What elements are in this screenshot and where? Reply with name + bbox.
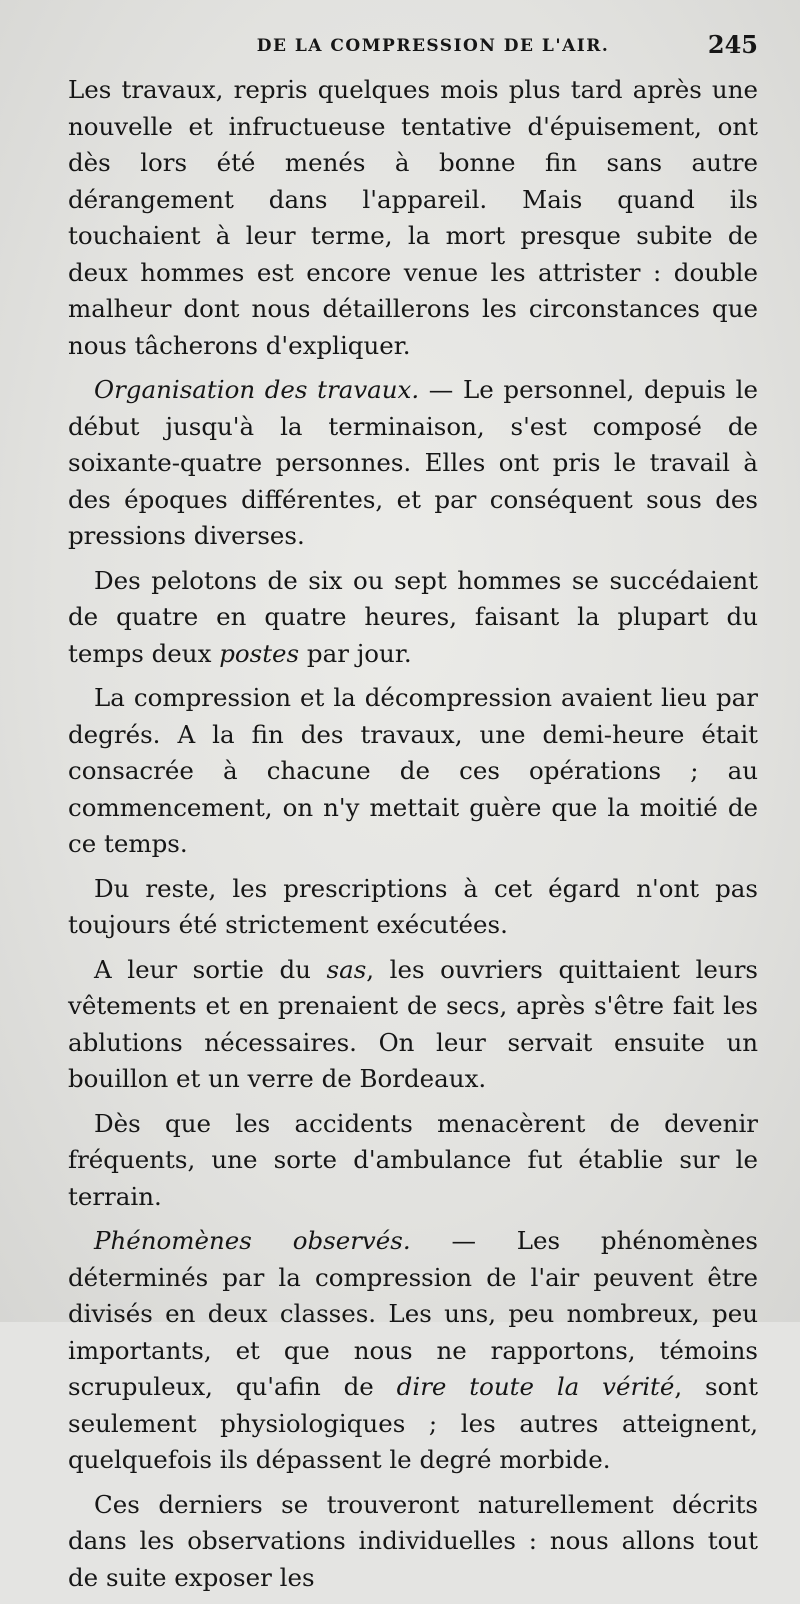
paragraph-text: Les travaux, repris quelques mois plus tard après une nouvelle et infructueuse tentative d'épuisement, ont dès lors été menés à bonne fin sans autre dérangement dans l'appareil. Mais quand ils touchaient à leur terme, la mort presque subite de deux hommes est encore venue les attrister : double malheur dont nous détaillerons les circonstances que nous tâcherons d'expliquer. <box>68 75 758 360</box>
paragraph-6 <box>68 952 758 1098</box>
italic-term: dire toute la vérité <box>396 1372 675 1401</box>
paragraph-text: — Le personnel, depuis le début jusqu'à la terminaison, s'est composé de soixante-quatre personnes. Elles ont pris le travail à des époques différentes, et par conséquent sous des pressions diverses. <box>68 375 758 550</box>
italic-term: sas <box>326 954 367 984</box>
paragraph-text: Du reste, les prescriptions à cet égard n'ont pas toujours été strictement exécutées. <box>68 873 758 939</box>
paragraph-2 <box>68 372 758 555</box>
italic-term: postes <box>219 638 300 668</box>
paragraph-7 <box>68 1106 758 1216</box>
paragraph-9 <box>68 1487 758 1597</box>
paragraph-text: , les ouvriers quittaient leurs vêtements et en prenaient de secs, après s'être fait les ablutions nécessaires. On leur servait ensuite un bouillon et un verre de Bordeaux. <box>68 954 758 1093</box>
paragraph-text: — Les phénomènes déterminés par la compression de l'air peuvent être divisés en deux classes. Les uns, peu nombreux, peu importants, et que nous ne rapportons, témoins scrupuleux, qu'afin de <box>68 1226 758 1401</box>
paragraph-text: Des pelotons de six ou sept hommes se succédaient de quatre en quatre heures, faisant la plupart du temps deux <box>68 565 758 668</box>
section-lead-organisation: Organisation des travaux. <box>94 375 420 404</box>
paragraph-5 <box>68 871 758 944</box>
paragraph-3 <box>68 563 758 673</box>
page-header <box>68 30 758 66</box>
section-lead-phenomenes: Phénomènes observés. <box>94 1226 411 1255</box>
paragraph-text: par jour. <box>299 638 412 668</box>
paragraph-text: A leur sortie du <box>94 954 327 984</box>
paragraph-text: , sont seulement physiologiques ; les autres atteignent, quelquefois ils dépassent le degré morbide. <box>68 1372 758 1474</box>
running-head: DE LA COMPRESSION DE L'AIR. <box>256 36 610 56</box>
page-number: 245 <box>707 30 758 59</box>
paragraph-text: Dès que les accidents menacèrent de devenir fréquents, une sorte d'ambulance fut établie sur le terrain. <box>68 1108 758 1211</box>
paragraph-text: Ces derniers se trouveront naturellement décrits dans les observations individuelles : nous allons tout de suite exposer les <box>68 1489 758 1592</box>
paragraph-text: La compression et la décompression avaient lieu par degrés. A la fin des travaux, une demi-heure était consacrée à chacune de ces opérations ; au commencement, on n'y mettait guère que la moitié de ce temps. <box>68 683 758 858</box>
page-body <box>68 72 758 1604</box>
paragraph-8 <box>68 1223 758 1479</box>
paragraph-4 <box>68 680 758 863</box>
paragraph-1 <box>68 72 758 364</box>
